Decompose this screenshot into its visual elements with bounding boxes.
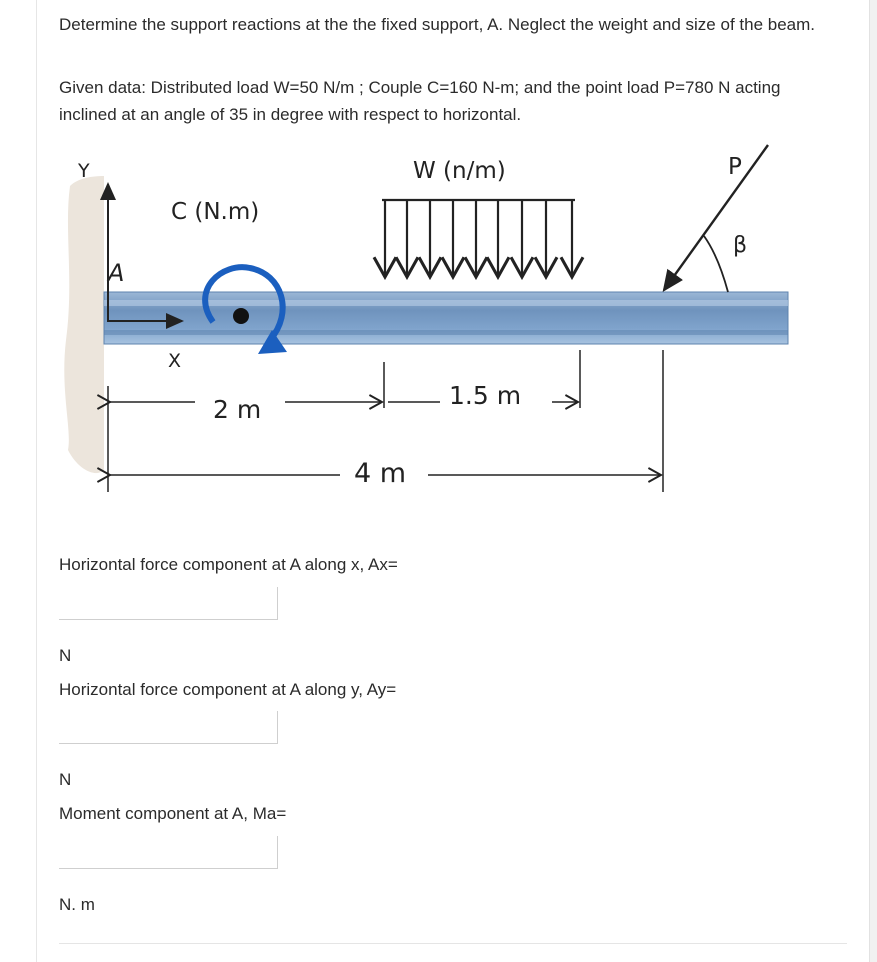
- fixed-wall: [64, 176, 104, 473]
- ax-label: Horizontal force component at A along x, Ax=: [59, 555, 398, 574]
- ma-label: Moment component at A, Ma=: [59, 804, 287, 823]
- ay-label: Horizontal force component at A along y, Ay=: [59, 680, 397, 699]
- point-load-label: P: [728, 154, 742, 180]
- ax-input[interactable]: [59, 587, 278, 620]
- support-label: A: [108, 259, 125, 287]
- ma-unit: N. m: [59, 895, 95, 914]
- distributed-load-label: W (n/m): [413, 158, 506, 184]
- dim-4m-label: 4 m: [354, 458, 407, 489]
- ay-input[interactable]: [59, 711, 278, 744]
- angle-label: β: [733, 233, 748, 258]
- ax-unit: N: [59, 646, 72, 665]
- bottom-divider: [59, 943, 847, 944]
- problem-statement: Determine the support reactions at the the fixed support, A. Neglect the weight and size of the beam.: [59, 15, 815, 34]
- dim-2m-label: 2 m: [213, 395, 262, 424]
- y-axis-label: Y: [78, 160, 90, 182]
- angle-arc: [704, 236, 728, 292]
- point-load-arrow: [664, 145, 768, 290]
- couple-label: C (N.m): [171, 199, 260, 225]
- ma-input[interactable]: [59, 836, 278, 869]
- x-axis-label: X: [168, 350, 182, 372]
- distributed-load-arrows: [382, 200, 575, 277]
- couple-center: [233, 308, 249, 324]
- dim-15m-label: 1.5 m: [449, 381, 522, 410]
- ay-unit: N: [59, 770, 72, 789]
- given-data: Given data: Distributed load W=50 N/m ; Couple C=160 N-m; and the point load P=780 N acting inclined at an angle of 35 in degree with respect to horizontal.: [59, 78, 781, 124]
